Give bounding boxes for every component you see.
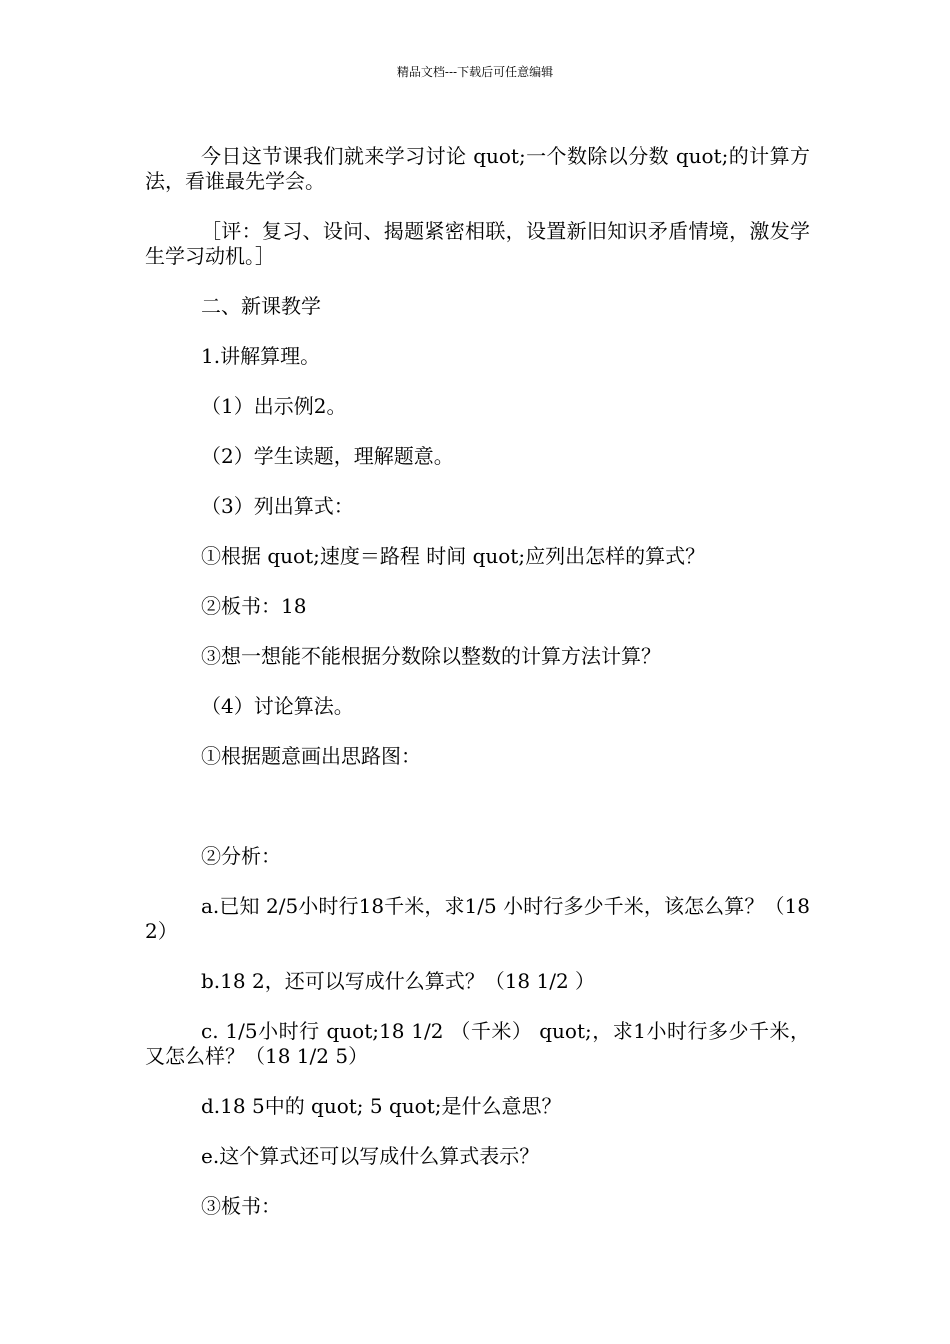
- list-item: ②板书：18: [201, 594, 307, 618]
- page-header: 精品文档---下载后可任意编辑: [396, 65, 554, 79]
- list-item: c. 1/5小时行 quot;18 1/2 （千米） quot;，求1小时行多少千米，又怎么样？（18 1/2 5）: [145, 1019, 810, 1068]
- paragraph-comment: ［评：复习、设问、揭题紧密相联，设置新旧知识矛盾情境，激发学生学习动机。］: [145, 219, 810, 268]
- subsection-heading: 1.讲解算理。: [201, 344, 321, 368]
- paragraph-intro: 今日这节课我们就来学习讨论 quot;一个数除以分数 quot;的计算方法，看谁最先学会。: [145, 144, 810, 193]
- list-item: ③板书：: [201, 1194, 281, 1218]
- list-item: ②分析：: [201, 844, 281, 868]
- list-item: b.18 2，还可以写成什么算式？（18 1/2 ）: [201, 969, 596, 993]
- list-item: （3）列出算式：: [201, 494, 354, 518]
- list-item: （4）讨论算法。: [201, 694, 354, 718]
- document-body: [145, 144, 810, 1244]
- list-item: （1）出示例2。: [201, 394, 347, 418]
- section-heading: 二、新课教学: [201, 294, 321, 318]
- list-item: ③想一想能不能根据分数除以整数的计算方法计算？: [201, 644, 661, 668]
- list-item: a.已知 2/5小时行18千米，求1/5 小时行多少千米，该怎么算？（18 2）: [145, 894, 810, 943]
- list-item: （2）学生读题，理解题意。: [201, 444, 454, 468]
- list-item: d.18 5中的 quot; 5 quot;是什么意思？: [201, 1094, 562, 1118]
- list-item: ①根据题意画出思路图：: [201, 744, 421, 768]
- list-item: e.这个算式还可以写成什么算式表示？: [201, 1144, 540, 1168]
- list-item: ①根据 quot;速度＝路程 时间 quot;应列出怎样的算式？: [201, 544, 706, 568]
